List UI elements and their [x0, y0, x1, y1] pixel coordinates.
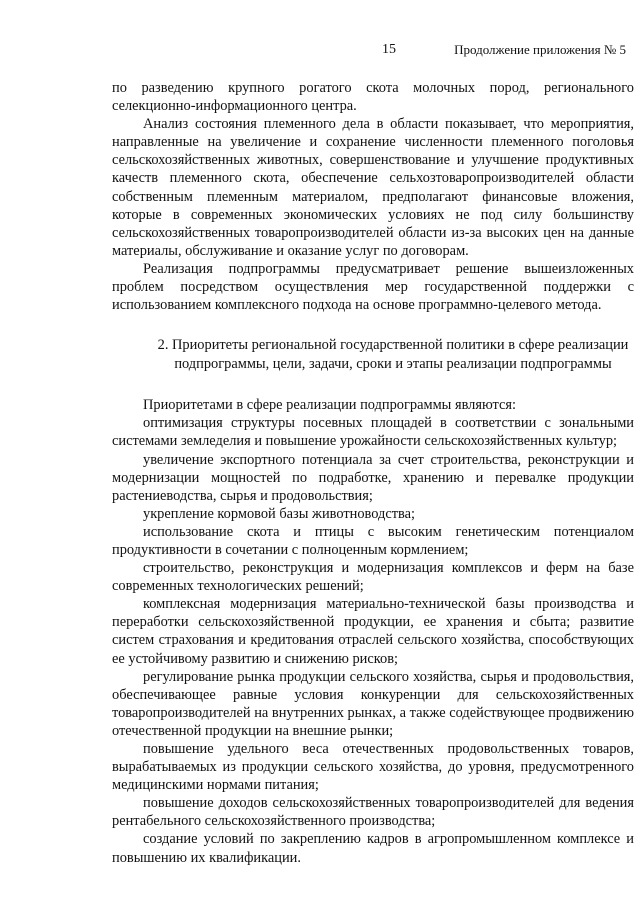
- priority-item: использование скота и птицы с высоким генетическим потенциалом продуктивности в сочетании с полноценным кормлением;: [112, 523, 634, 558]
- priority-item: создание условий по закреплению кадров в агропромышленном комплексе и повышению их квалификации.: [112, 831, 634, 866]
- document-body: [112, 79, 634, 867]
- paragraph-continuation: по разведению крупного рогатого скота молочных пород, регионального селекционно-информационного центра.: [112, 80, 634, 115]
- section-heading: 2. Приоритеты региональной государственной политики в сфере реализации подпрограммы, цели, задачи, сроки и этапы реализации подпрограммы: [157, 337, 629, 373]
- priority-item: повышение доходов сельскохозяйственных товаропроизводителей для ведения рентабельного сельскохозяйственного производства;: [112, 795, 634, 830]
- paragraph-implementation: Реализация подпрограммы предусматривает решение вышеизложенных проблем посредством осуществления мер государственной поддержки с использованием комплексного подхода на основе программно-целевого метода.: [112, 260, 634, 314]
- priority-item: оптимизация структуры посевных площадей в соответствии с зональными системами земледелия и повышение урожайности сельскохозяйственных культур;: [112, 415, 634, 450]
- running-head: Продолжение приложения № 5: [454, 42, 626, 57]
- priority-item: повышение удельного веса отечественных продовольственных товаров, вырабатываемых из продукции сельского хозяйства, до уровня, предусмотренного медицинскими нормами питания;: [112, 741, 634, 794]
- page-number: 15: [382, 42, 396, 57]
- priority-item: комплексная модернизация материально-технической базы производства и переработки сельскохозяйственной продукции, ее хранения и сбыта; развитие систем страхования и кредитования отраслей сельского хозяйства, способствующих ее устойчивому развитию и снижению рисков;: [112, 596, 634, 667]
- priority-item: укрепление кормовой базы животноводства;: [143, 505, 416, 522]
- priority-item: строительство, реконструкция и модернизация комплексов и ферм на базе современных технологических решений;: [112, 560, 634, 595]
- priority-item: увеличение экспортного потенциала за счет строительства, реконструкции и модернизации мощностей по подработке, хранению и перевалке продукции растениеводства, сырья и продовольствия;: [112, 451, 634, 504]
- priority-item: регулирование рынка продукции сельского хозяйства, сырья и продовольствия, обеспечивающее равные условия конкуренции для сельскохозяйственных товаропроизводителей на внутренних рынках, а также содействующее продвижению отечественной продукции на внешние рынки;: [112, 668, 634, 739]
- priorities-intro: Приоритетами в сфере реализации подпрограммы являются:: [143, 397, 517, 414]
- paragraph-analysis: Анализ состояния племенного дела в области показывает, что мероприятия, направленные на увеличение и сохранение численности племенного поголовья сельскохозяйственных животных, совершенствование и улучшение продуктивных качеств племенного скота, обеспечение сельхозтоваропроизводителей области собственным племенным материалом, предполагают финансовые вложения, которые в современных экономических условиях не под силу большинству сельскохозяйственных товаропроизводителей области из-за высоких цен на данные материалы, обслуживание и оказание услуг по договорам.: [112, 116, 634, 259]
